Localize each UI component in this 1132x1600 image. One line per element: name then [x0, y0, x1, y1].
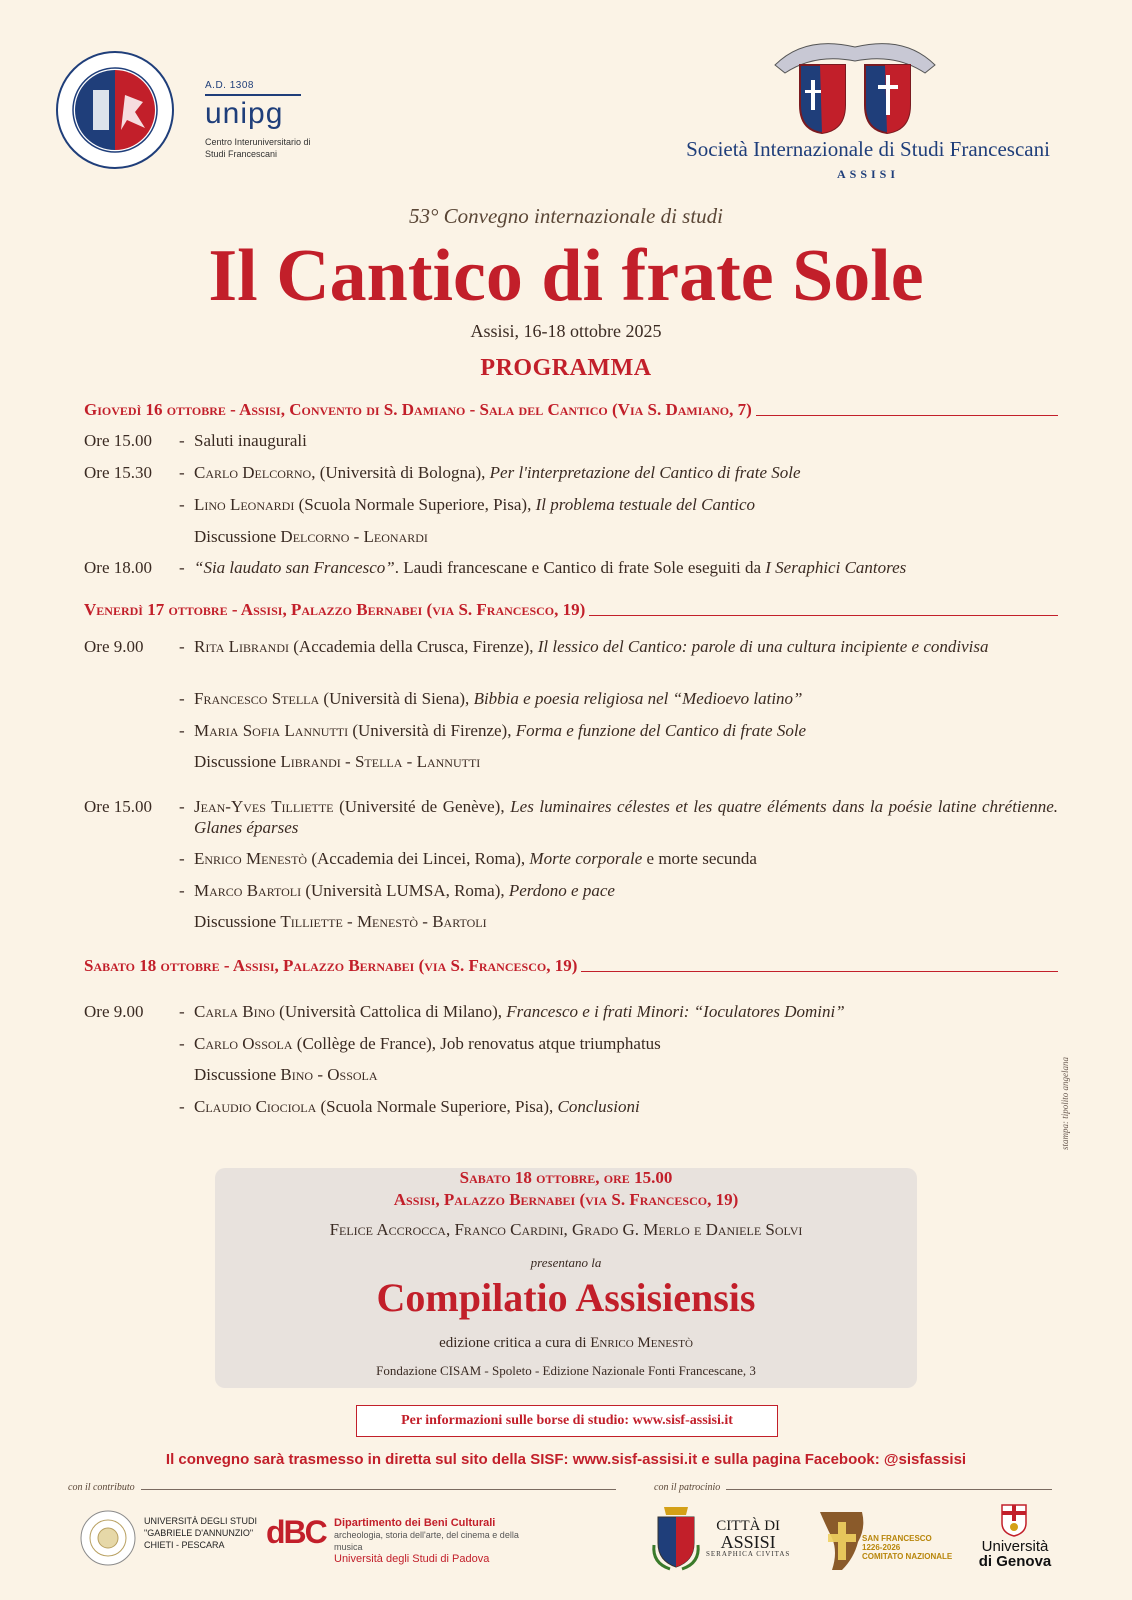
- day-header-text: Giovedì 16 ottobre - Assisi, Convento di S. Damiano - Sala del Cantico (Via S. Damiano, 7): [84, 400, 752, 419]
- speaker: Claudio Ciociola: [194, 1097, 317, 1116]
- programma-heading: PROGRAMMA: [480, 355, 652, 381]
- dash: -: [179, 495, 185, 514]
- day-header-friday: [84, 600, 1058, 620]
- divider: [726, 1489, 1052, 1490]
- sisf-city: ASSISI: [836, 167, 900, 181]
- affiliation: (Scuola Normale Superiore, Pisa),: [294, 495, 536, 514]
- presentation-date: Sabato 18 ottobre, ore 15.00: [459, 1168, 673, 1187]
- dbc-title: Dipartimento dei Beni Culturali: [334, 1517, 496, 1529]
- dannunzio-name: [144, 1515, 257, 1551]
- concert-title: “Sia laudato san Francesco”: [194, 558, 395, 577]
- publisher: Fondazione CISAM - Spoleto - Edizione Nazionale Fonti Francescane, 3: [376, 1363, 756, 1378]
- item-text: [194, 720, 1058, 741]
- talk-title: Per l'interpretazione del Cantico di frate Sole: [489, 463, 801, 482]
- item-text: [194, 796, 1058, 838]
- place-date: Assisi, 16-18 ottobre 2025: [470, 321, 662, 341]
- scholarship-info-link[interactable]: Per informazioni sulle borse di studio: www.sisf-assisi.it: [356, 1405, 778, 1437]
- divider: [581, 971, 1058, 972]
- item-text: [194, 557, 1058, 578]
- talk-title: Forma e funzione del Cantico di frate Sole: [515, 721, 807, 740]
- discussion-label: Discussione: [194, 1065, 281, 1084]
- dannunzio-seal-icon: [80, 1510, 136, 1566]
- speaker: Francesco Stella: [194, 689, 320, 708]
- discussion-label: Discussione: [194, 752, 281, 771]
- edition-editor: Enrico Menestò: [590, 1335, 693, 1351]
- discussion-names: Tilliette - Menestò - Bartoli: [280, 912, 487, 931]
- item-text: [194, 911, 1058, 932]
- dash: -: [179, 721, 185, 740]
- discussion-names: Librandi - Stella - Lannutti: [280, 752, 481, 771]
- talk-title: Francesco e i frati Minori: “Ioculatores Domini”: [506, 1002, 845, 1021]
- dash: -: [179, 637, 185, 656]
- unipg-seal-logo: [55, 50, 175, 170]
- patrocinio-text: con il patrocinio: [654, 1482, 721, 1493]
- book-title: Compilatio Assisiensis: [376, 1275, 756, 1320]
- day-header-text: Venerdì 17 ottobre - Assisi, Palazzo Bernabei (via S. Francesco, 19): [84, 600, 586, 619]
- time: Ore 9.00: [84, 637, 144, 656]
- sisf-crest-icon: [765, 35, 945, 135]
- unipg-bar: [205, 94, 301, 96]
- speaker: Maria Sofia Lannutti: [194, 721, 349, 740]
- presentation-place: Assisi, Palazzo Bernabei (via S. Francesco, 19): [393, 1190, 739, 1209]
- speaker: Jean-Yves Tilliette: [194, 797, 334, 816]
- contributo-text: con il contributo: [68, 1482, 135, 1493]
- patrocinio-label: [654, 1482, 1052, 1493]
- dash: -: [179, 849, 185, 868]
- affiliation: (Collège de France), Job renovatus atque triumphatus: [292, 1034, 661, 1053]
- item-text: [194, 1096, 1058, 1117]
- unipg-subtitle: Centro Interuniversitario di Studi Francescani: [205, 137, 311, 159]
- dash: -: [179, 797, 185, 816]
- assisi-name: [706, 1518, 790, 1558]
- affiliation: (Università LUMSA, Roma),: [301, 881, 509, 900]
- dash: -: [179, 1034, 185, 1053]
- presentano-label: presentano la: [530, 1255, 602, 1270]
- dash: -: [179, 1097, 185, 1116]
- unipg-name: unipg: [205, 97, 284, 130]
- stream-notice: Il convegno sarà trasmesso in diretta sul sito della SISF: www.sisf-assisi.it e sulla pagina Facebook: @sisfassisi: [165, 1451, 967, 1468]
- dash: -: [179, 881, 185, 900]
- unipg-year: A.D. 1308: [205, 80, 254, 91]
- san-francesco-comitato: [862, 1534, 952, 1561]
- talk-title: Les luminaires célestes et les quatre éléments dans la poésie latine chrétienne. Glanes éparses: [194, 797, 1058, 837]
- item-text: [194, 1001, 1058, 1022]
- talk-conj: e: [642, 849, 659, 868]
- convegno-subtitle: 53° Convegno internazionale di studi: [408, 204, 724, 228]
- talk-title: Perdono e pace: [508, 881, 615, 900]
- affiliation: (Università Cattolica di Milano),: [274, 1002, 507, 1021]
- time: Ore 15.30: [84, 463, 152, 482]
- concert-desc: . Laudi francescane e Cantico di frate Sole eseguiti da: [394, 558, 766, 577]
- dbc-university: Università degli Studi di Padova: [334, 1553, 490, 1565]
- dannunzio-line: CHIETI - PESCARA: [144, 1540, 225, 1550]
- dash: -: [179, 558, 185, 577]
- presenters: Felice Accrocca, Franco Cardini, Grado G. Merlo e Daniele Solvi: [329, 1220, 803, 1239]
- sf-line: SAN FRANCESCO: [862, 1534, 932, 1543]
- sf-line: COMITATO NAZIONALE: [862, 1552, 953, 1561]
- time: Ore 18.00: [84, 558, 152, 577]
- day-header-saturday: [84, 956, 1058, 976]
- discussion-names: Bino - Ossola: [280, 1065, 378, 1084]
- assisi-line: CITTÀ DI: [716, 1518, 781, 1534]
- affiliation: , (Università di Bologna),: [311, 463, 490, 482]
- talk-title: Morte corporale: [529, 849, 643, 868]
- item-text: Saluti inaugurali: [194, 431, 307, 450]
- item-text: [194, 751, 1058, 772]
- sisf-name: Società Internazionale di Studi Francescani: [686, 137, 1050, 161]
- genova-crest-icon: [1000, 1503, 1028, 1537]
- discussion-label: Discussione: [194, 912, 281, 931]
- time: Ore 15.00: [84, 431, 152, 450]
- discussion-names: Delcorno - Leonardi: [280, 527, 428, 546]
- affiliation: (Université de Genève),: [333, 797, 511, 816]
- assisi-crest-icon: [650, 1505, 702, 1571]
- presentation-box: [215, 1168, 917, 1388]
- item-text: [194, 848, 1058, 869]
- day-header-text: Sabato 18 ottobre - Assisi, Palazzo Bernabei (via S. Francesco, 19): [84, 956, 578, 975]
- item-text: [194, 462, 1058, 483]
- dbc-name: [334, 1517, 534, 1565]
- speaker: Carlo Ossola: [194, 1034, 293, 1053]
- affiliation: (Scuola Normale Superiore, Pisa),: [316, 1097, 558, 1116]
- day-header-thursday: [84, 400, 1058, 420]
- genova-name: [975, 1539, 1055, 1569]
- dannunzio-line: UNIVERSITÀ DEGLI STUDI: [144, 1516, 258, 1526]
- page-title: Il Cantico di frate Sole: [208, 235, 924, 317]
- time: Ore 9.00: [84, 1002, 144, 1021]
- affiliation: (Accademia della Crusca, Firenze),: [289, 637, 538, 656]
- talk-title: Il problema testuale del Cantico: [535, 495, 755, 514]
- speaker: Lino Leonardi: [194, 495, 295, 514]
- item-text: [194, 688, 1058, 709]
- genova-line: di Genova: [978, 1553, 1052, 1570]
- speaker: Marco Bartoli: [194, 881, 302, 900]
- dash: -: [179, 431, 185, 450]
- item-text: [194, 880, 1058, 901]
- discussion-label: Discussione: [194, 527, 281, 546]
- talk-title: Conclusioni: [557, 1097, 640, 1116]
- ensemble: I Seraphici Cantores: [765, 558, 907, 577]
- speaker: Carla Bino: [194, 1002, 275, 1021]
- speaker: Carlo Delcorno: [194, 463, 312, 482]
- printer-credit: stampa: tipolito angelana: [1060, 1057, 1070, 1150]
- affiliation: (Accademia dei Lincei, Roma),: [307, 849, 530, 868]
- dbc-logo: dBC: [266, 1514, 326, 1550]
- dash: -: [179, 463, 185, 482]
- time: Ore 15.00: [84, 797, 152, 816]
- dannunzio-line: "GABRIELE D'ANNUNZIO": [144, 1528, 254, 1538]
- sf-line: 1226-2026: [862, 1543, 901, 1552]
- edition-line: [215, 1335, 917, 1352]
- talk-title-tail: morte secunda: [658, 849, 757, 868]
- divider: [141, 1489, 616, 1490]
- edition-prefix: edizione critica a cura di: [439, 1335, 591, 1351]
- dash: -: [179, 1002, 185, 1021]
- assisi-motto: SERAPHICA CIVITAS: [706, 1550, 791, 1558]
- dash: -: [179, 689, 185, 708]
- dbc-subtitle: archeologia, storia dell'arte, del cinema e della musica: [334, 1530, 519, 1552]
- item-text: [194, 1064, 1058, 1085]
- assisi-line: ASSISI: [720, 1532, 776, 1552]
- item-text: [194, 526, 1058, 547]
- talk-title: Il lessico del Cantico: parole di una cultura incipiente e condivisa: [537, 637, 989, 656]
- affiliation: (Università di Firenze),: [348, 721, 516, 740]
- divider: [589, 615, 1058, 616]
- speaker: Enrico Menestò: [194, 849, 308, 868]
- item-text: [194, 636, 1058, 657]
- contributo-label: [68, 1482, 616, 1493]
- item-text: [194, 1033, 1058, 1054]
- divider: [756, 415, 1058, 416]
- item-text: [194, 494, 1058, 515]
- talk-title: Bibbia e poesia religiosa nel “Medioevo latino”: [473, 689, 803, 708]
- speaker: Rita Librandi: [194, 637, 290, 656]
- affiliation: (Università di Siena),: [319, 689, 474, 708]
- unipg-logo: [205, 80, 325, 160]
- genova-line: Università: [981, 1538, 1049, 1555]
